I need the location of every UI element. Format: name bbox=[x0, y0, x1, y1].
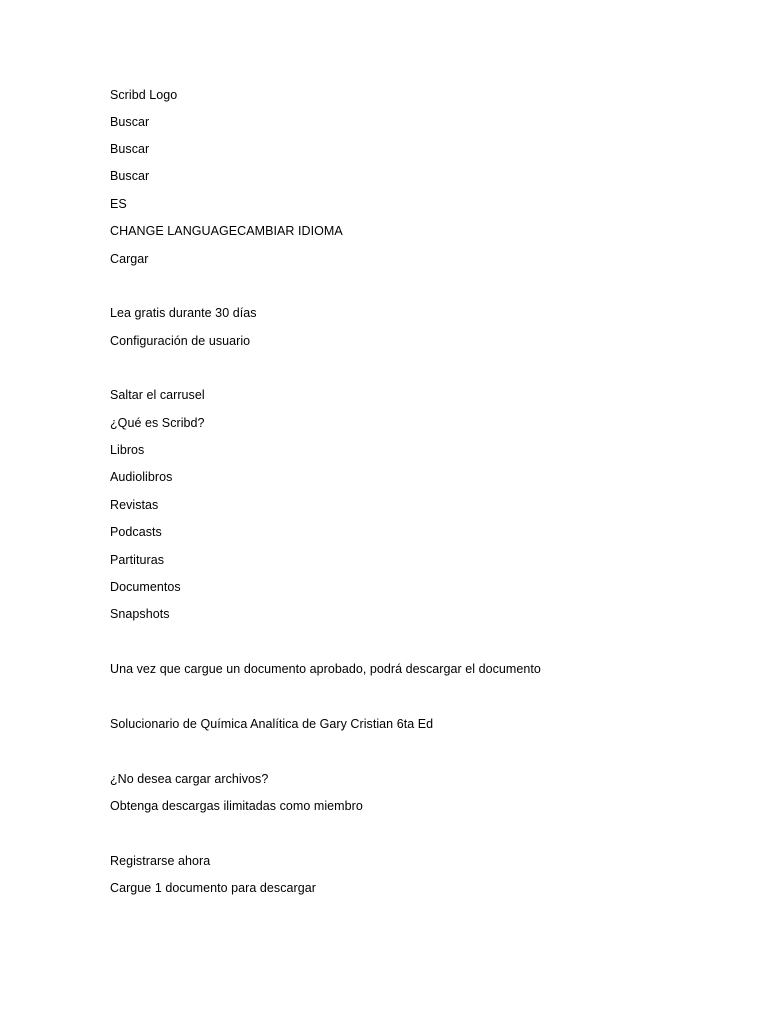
change-language-link[interactable]: CHANGE LANGUAGECAMBIAR IDIOMA bbox=[110, 224, 343, 238]
nav-item-books[interactable]: Libros bbox=[110, 443, 145, 457]
upload-link[interactable]: Cargar bbox=[110, 252, 149, 266]
nav-item-snapshots[interactable]: Snapshots bbox=[110, 607, 170, 621]
upload-notice: Una vez que cargue un documento aprobado, podrá descargar el documento bbox=[110, 662, 541, 676]
skip-carousel-link[interactable]: Saltar el carrusel bbox=[110, 388, 205, 402]
nav-item-what-is-scribd[interactable]: ¿Qué es Scribd? bbox=[110, 416, 205, 430]
scribd-logo[interactable]: Scribd Logo bbox=[110, 88, 178, 102]
nav-item-sheet-music[interactable]: Partituras bbox=[110, 553, 164, 567]
nav-item-audiobooks[interactable]: Audiolibros bbox=[110, 470, 173, 484]
nav-item-documents[interactable]: Documentos bbox=[110, 580, 181, 594]
free-trial-link[interactable]: Lea gratis durante 30 días bbox=[110, 306, 257, 320]
search-link-3[interactable]: Buscar bbox=[110, 169, 150, 183]
search-link-1[interactable]: Buscar bbox=[110, 115, 150, 129]
register-now-button[interactable]: Registrarse ahora bbox=[110, 854, 211, 868]
no-upload-question: ¿No desea cargar archivos? bbox=[110, 772, 269, 786]
nav-item-podcasts[interactable]: Podcasts bbox=[110, 525, 162, 539]
language-code[interactable]: ES bbox=[110, 197, 127, 211]
search-link-2[interactable]: Buscar bbox=[110, 142, 150, 156]
user-settings-link[interactable]: Configuración de usuario bbox=[110, 334, 251, 348]
document-title: Solucionario de Química Analítica de Gary Cristian 6ta Ed bbox=[110, 717, 434, 731]
nav-item-magazines[interactable]: Revistas bbox=[110, 498, 159, 512]
unlimited-downloads-text: Obtenga descargas ilimitadas como miembro bbox=[110, 799, 363, 813]
upload-one-document-button[interactable]: Cargue 1 documento para descargar bbox=[110, 881, 316, 895]
